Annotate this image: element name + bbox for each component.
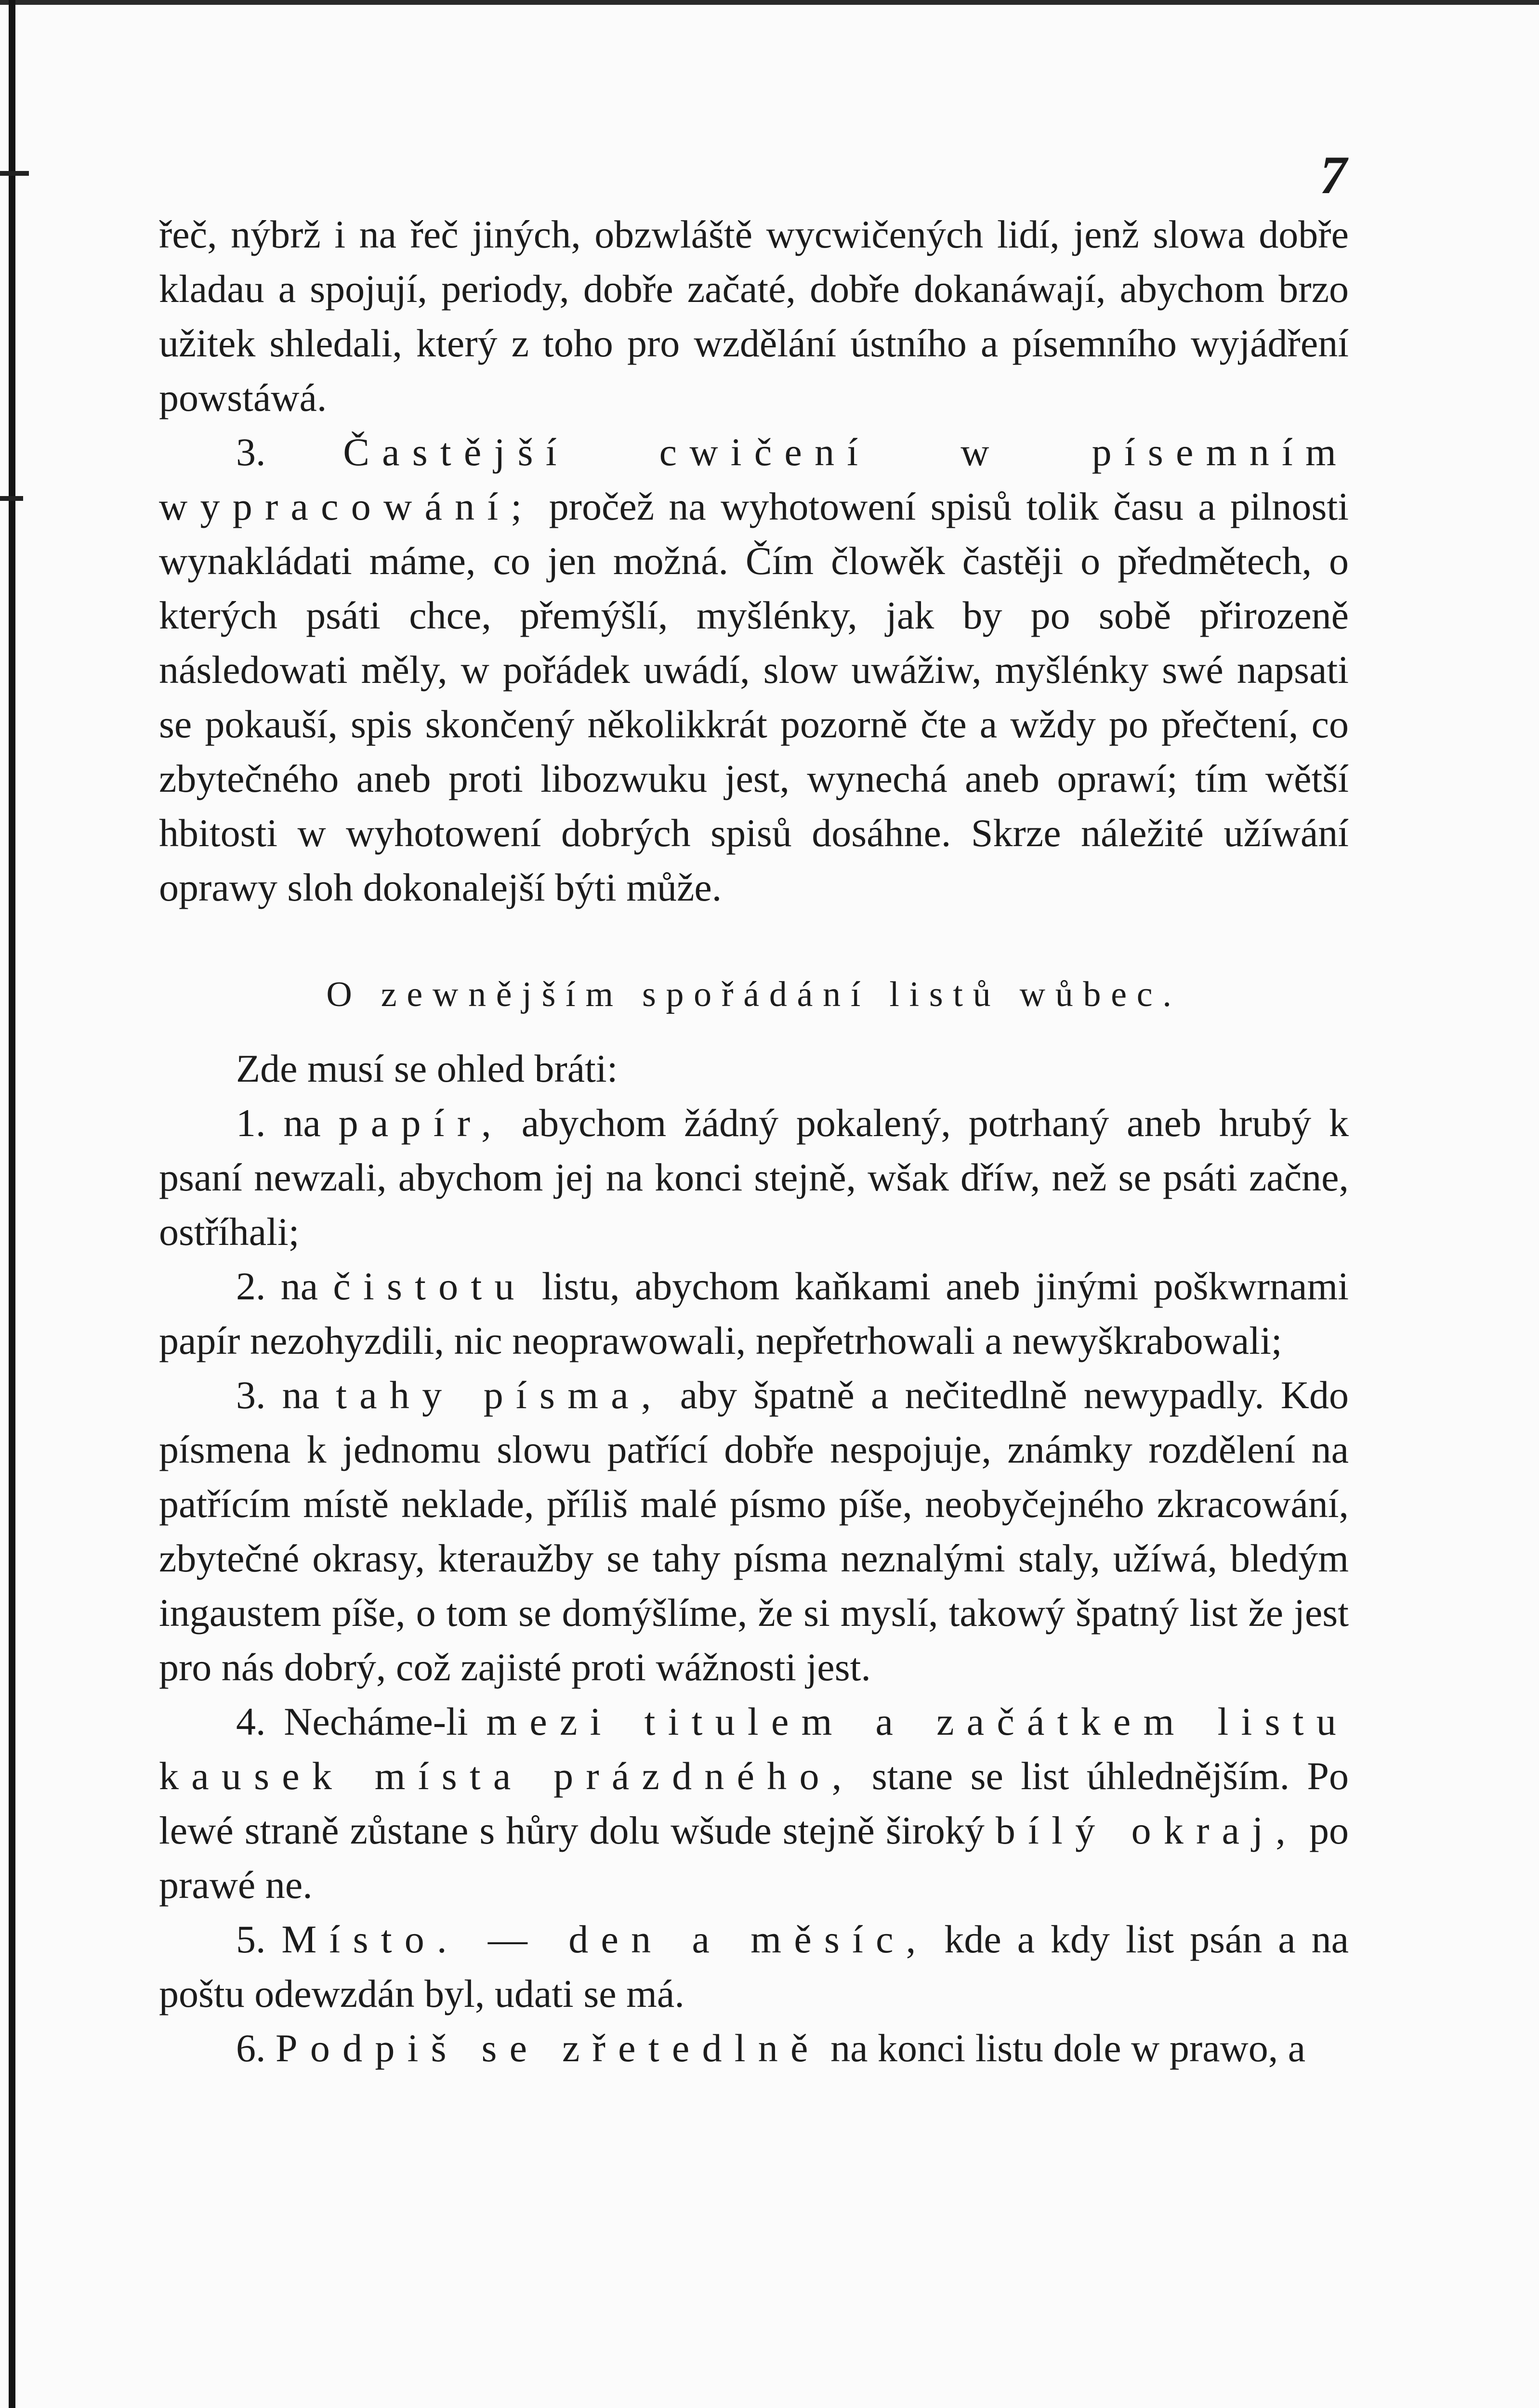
section-heading: O zewnějším spořádání listů wůbec.: [326, 975, 1182, 1014]
intro-line: Zde musí se ohled bráti:: [236, 1047, 618, 1090]
emphasis-text: papír,: [338, 1101, 504, 1145]
item-number: 1. na: [236, 1101, 321, 1145]
emphasis-text: mezi titulem a začátkem listu kausek místa prázdného,: [159, 1700, 1349, 1798]
scan-mark: [0, 171, 29, 176]
emphasis-text: tahy písma,: [336, 1373, 664, 1417]
page-number: 7: [1320, 145, 1347, 205]
item-text: aby špatně a nečitedlně newypadly. Kdo písmena k jednomu slowu patřící dobře nespojuje, známky rozdělení na patřícím místě neklade, příliš malé písmo píše, neobyčejného zkracowání, zbytečné okrasy, kteraužby se tahy písma neznalými staly, užíwá, bledým ingaustem píše, o tom se domýšlíme, že si myslí, takowý špatný list že jest pro nás dobrý, což zajisté proti wážnosti jest.: [159, 1373, 1349, 1689]
page-text: [159, 207, 1349, 2075]
emphasis-text: Podpiš se zřetedlně: [276, 2026, 821, 2070]
list-item: [159, 1259, 1349, 1368]
paragraph-number: 3.: [236, 430, 266, 474]
item-number: 2. na: [236, 1264, 318, 1308]
scan-border-top: [0, 0, 1539, 5]
paragraph-3: [159, 425, 1349, 915]
item-number: 4. Necháme-li: [236, 1700, 468, 1743]
list-item: [159, 1368, 1349, 1694]
item-number: 6.: [236, 2026, 266, 2070]
scan-mark: [0, 496, 23, 501]
emphasis-text: bílý okraj,: [995, 1808, 1299, 1852]
item-number: 3. na: [236, 1373, 320, 1417]
item-text: po prawé ne.: [159, 1808, 1349, 1907]
item-text: listu, abychom kaňkami aneb jinými poškwrnami papír nezohyzdili, nic neoprawowali, nepřetrhowali a newyškrabowali;: [159, 1264, 1349, 1362]
item-text: stane se list úhlednějším. Po lewé straně zůstane s hůry dolu wšude stejně široký: [159, 1754, 1349, 1852]
paragraph-continued: řeč, nýbrž i na řeč jiných, obzwláště wycwičených lidí, jenž slowa dobře kladau a spojují, periody, dobře začaté, dobře dokanáwají, abychom brzo užitek shledali, který z toho pro wzdělání ústního a písemního wyjádření powstáwá.: [159, 212, 1349, 419]
item-number: 5.: [236, 1917, 266, 1961]
emphasis-text: Místo. — den a měsíc,: [281, 1917, 929, 1961]
list-item: [159, 1694, 1349, 1912]
paragraph-text: pročež na wyhotowení spisů tolik času a pilnosti wynakládati máme, co jen možná. Čím člowěk častěji o předmětech, o kterých psáti chce, přemýšlí, myšlénky, jak by po sobě přirozeně následowati měly, w pořádek uwádí, slow uwážiw, myšlénky swé napsati se pokauší, spis skončený několikkrát pozorně čte a wždy po přečtení, co zbytečného aneb proti libozwuku jest, wynechá aneb oprawí; tím wětší hbitosti w wyhotowení dobrých spisů dosáhne. Skrze náležité užíwání oprawy sloh dokonalejší býti může.: [159, 484, 1349, 909]
item-text: kde a kdy list psán a na poštu odewzdán byl, udati se má.: [159, 1917, 1349, 2015]
list-item: [159, 1096, 1349, 1259]
emphasis-text: čistotu: [333, 1264, 527, 1308]
emphasis-text: Častější cwičení w písemním wypracowání;: [159, 430, 1349, 528]
list-item: [159, 1912, 1349, 2021]
item-text: na konci listu dole w prawo, a: [830, 2026, 1306, 2070]
scan-border-left: [9, 0, 15, 2408]
item-text: abychom žádný pokalený, potrhaný aneb hrubý k psaní newzali, abychom jej na konci stejně, wšak dříw, než se psáti začne, ostříhali;: [159, 1101, 1349, 1254]
list-item: [159, 2021, 1349, 2075]
